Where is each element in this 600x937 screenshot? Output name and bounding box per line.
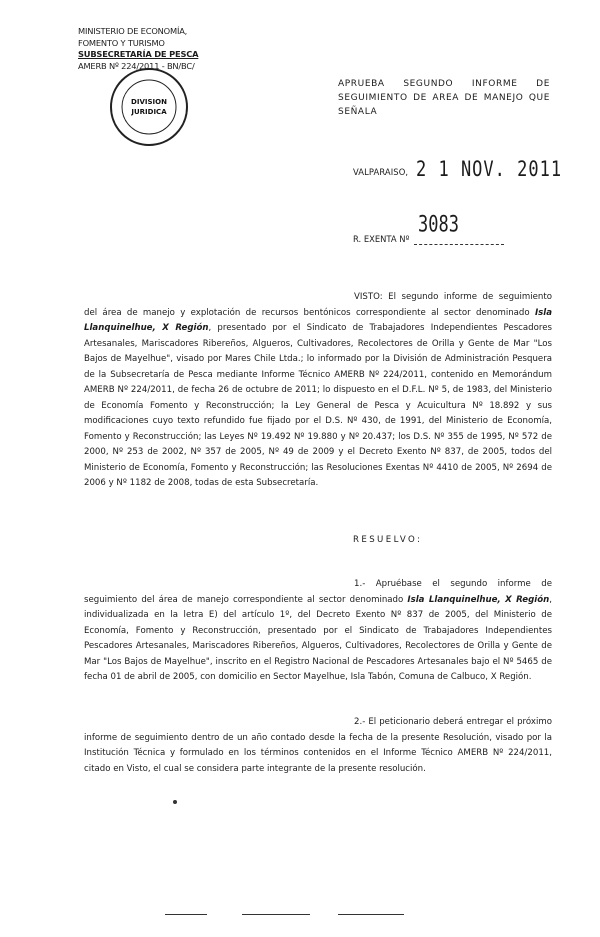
document-date: 2 1 NOV. 2011 <box>416 157 563 182</box>
visto-text-1: El segundo informe de seguimiento del área de manejo y explotación de recursos bentónicos correspondiente al sector denominado <box>84 292 552 318</box>
letterhead-ministry: MINISTERIO DE ECONOMÍA, <box>78 26 188 36</box>
footer-line-2 <box>242 914 310 915</box>
visto-sector-name: Isla Llanquinelhue, X Región <box>84 307 552 333</box>
division-juridica-stamp <box>108 66 190 148</box>
letterhead-subsecretaria: SUBSECRETARÍA DE PESCA <box>78 49 199 59</box>
letterhead-ministry-2: FOMENTO Y TURISMO <box>78 37 165 48</box>
footer-line-1 <box>165 914 207 915</box>
exenta-number: 3083 <box>418 212 459 238</box>
document-subject: APRUEBA SEGUNDO INFORME DE SEGUIMIENTO DE AREA DE MANEJO QUE SEÑALA <box>338 79 550 117</box>
stamp-text-1: DIVISION <box>131 98 167 106</box>
place-label: VALPARAISO, <box>353 167 409 177</box>
ink-dot <box>173 800 177 804</box>
item2-text: 2.- El peticionario deberá entregar el próximo informe de seguimiento dentro de un año contado desde la fecha de la presente Resolución, visado por la Institución Técnica y formulado en los términos contenidos en el Informe Técnico AMERB Nº 224/2011, citado en Visto, el cual se considera parte integrante de la presente resolución. <box>84 717 552 774</box>
footer-line-3 <box>338 914 404 915</box>
letterhead-reference: AMERB Nº 224/2011 - BN/BC/ <box>78 60 195 71</box>
visto-lead: VISTO: <box>354 292 383 302</box>
exenta-underline <box>414 244 504 245</box>
resuelvo-heading: RESUELVO: <box>353 535 423 545</box>
resolution-item-2 <box>84 715 552 777</box>
exenta-label: R. EXENTA Nº <box>353 234 410 244</box>
visto-text-2: , presentado por el Sindicato de Trabajadores Independientes Pescadores Artesanales, Mariscadores Ribereños, Algueros, Cultivadores, Recolectores de Orilla y Gente de Mar "Los Bajos de Mayelhue", visado por Mares Chile Ltda.; lo informado por la División de Administración Pesquera de la Subsecretaría de Pesca mediante Informe Técnico AMERB Nº 224/2011, contenido en Memorándum AMERB Nº 224/2011, de fecha 26 de octubre de 2011; lo dispuesto en el D.F.L. Nº 5, de 1983, del Ministerio de Economía Fomento y Reconstrucción; la Ley General de Pesca y Acuicultura Nº 18.892 y sus modificaciones cuyo texto refundido fue fijado por el D.S. Nº 430, de 1991, del Ministerio de Economía, Fomento y Reconstrucción; las Leyes Nº 19.492 Nº 19.880 y Nº 20.437; los D.S. Nº 355 de 1995, Nº 572 de 2000, Nº 253 de 2002, Nº 357 de 2005, Nº 49 de 2009 y el Decreto Exento Nº 837, de 2005, todos del Ministerio de Economía, Fomento y Reconstrucción; las Resoluciones Exentas Nº 4410 de 2005, Nº 2694 de 2006 y Nº 1182 de 2008, todas de esta Subsecretaría. <box>84 323 552 488</box>
item1-sector-name: Isla Llanquinelhue, X Región <box>407 594 550 605</box>
item1-lead: 1.- Apruébase el segundo informe de seguimiento del área de manejo correspondiente al sector denominado <box>84 579 552 605</box>
stamp-text-2: JURIDICA <box>131 108 167 116</box>
item1-text-2: , individualizada en la letra E) del artículo 1º, del Decreto Exento Nº 837 de 2005, del Ministerio de Economía, Fomento y Reconstrucción, presentado por el Sindicato de Trabajadores Independientes Pescadores Artesanales, Mariscadores Ribereños, Algueros, Cultivadores, Recolectores de Orilla y Gente de Mar "Los Bajos de Mayelhue", inscrito en el Registro Nacional de Pescadores Artesanales bajo el Nº 5465 de fecha 01 de abril de 2005, con domicilio en Sector Mayelhue, Isla Tabón, Comuna de Calbuco, X Región. <box>84 594 552 682</box>
resolution-item-1 <box>84 577 552 686</box>
visto-paragraph <box>84 290 552 492</box>
